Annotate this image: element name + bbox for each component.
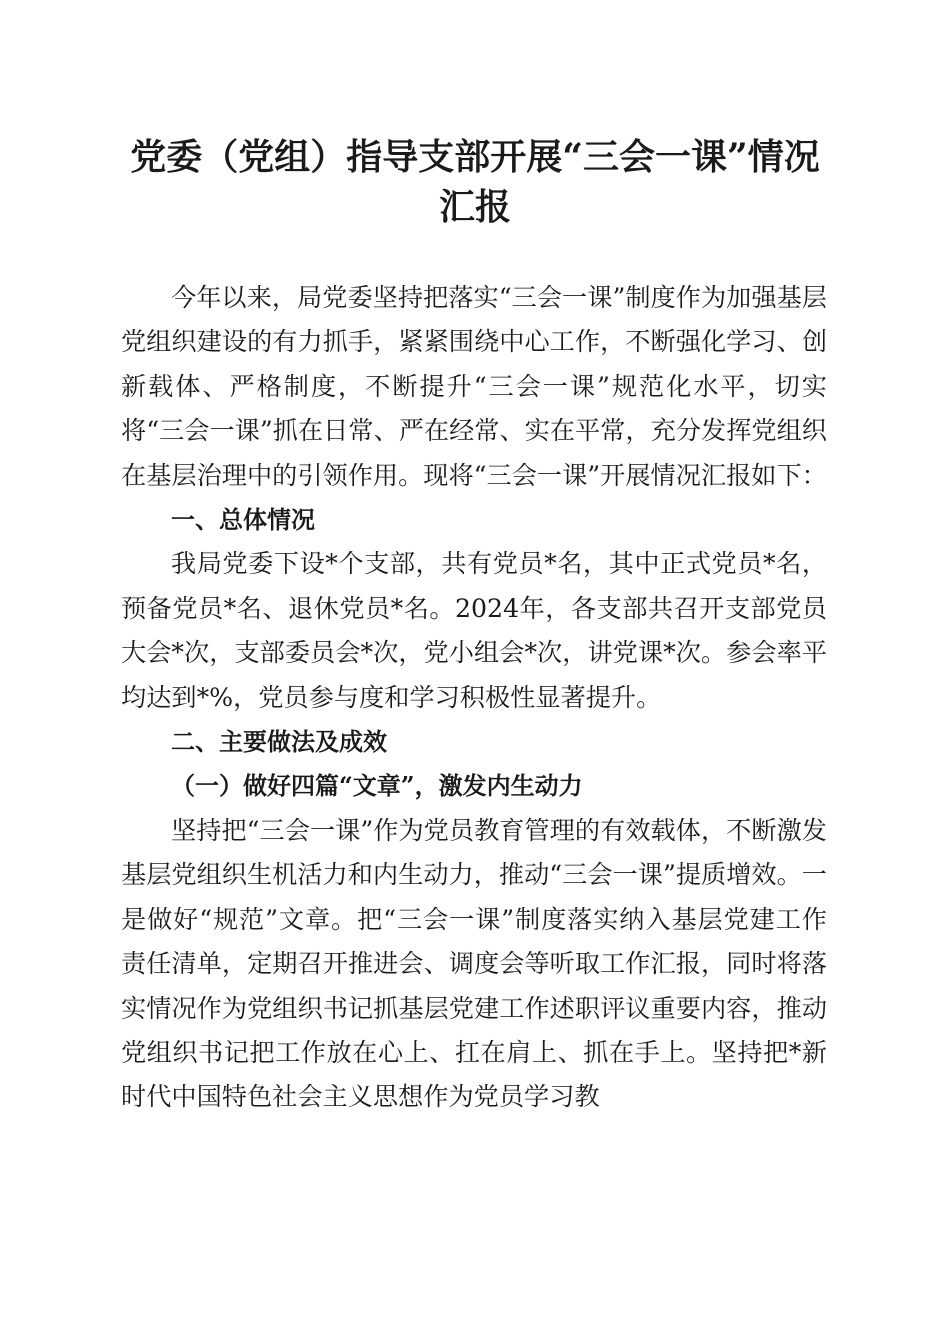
section-1-heading: 一、总体情况 — [171, 506, 315, 535]
section-2-subheading-1: （一）做好四篇“文章”，激发内生动力 — [171, 771, 583, 801]
section-2-sub-1-paragraph: 坚持把“三会一课”作为党员教育管理的有效载体，不断激发基层党组织生机活力和内生动力，推动“三会一课”提质增效。一是做好“规范”文章。把“三会一课”制度落实纳入基层党建工作责任清单，定期召开推进会、调度会等听取工作汇报，同时将落实情况作为党组织书记抓基层党建工作述职评议重要内容，推动党组织书记把工作放在心上、扛在肩上、抓在手上。坚持把*新时代中国特色社会主义思想作为党员学习教 — [121, 815, 827, 1112]
section-2-heading: 二、主要做法及成效 — [171, 728, 387, 757]
title-line-2: 汇报 — [438, 186, 511, 228]
document-body — [121, 276, 827, 1120]
title-line-1: 党委（党组）指导支部开展“三会一课”情况 — [130, 136, 820, 178]
intro-paragraph: 今年以来，局党委坚持把落实“三会一课”制度作为加强基层党组织建设的有力抓手，紧紧围绕中心工作，不断强化学习、创新载体、严格制度，不断提升“三会一课”规范化水平，切实将“三会一课”抓在日常、严在经常、实在平常，充分发挥党组织在基层治理中的引领作用。现将“三会一课”开展情况汇报如下： — [121, 283, 827, 490]
document-title — [100, 132, 850, 232]
section-1-paragraph: 我局党委下设*个支部，共有党员*名，其中正式党员*名，预备党员*名、退休党员*名。2024年，各支部共召开支部党员大会*次，支部委员会*次，党小组会*次，讲党课*次。参会率平均达到*%，党员参与度和学习积极性显著提升。 — [121, 549, 827, 712]
